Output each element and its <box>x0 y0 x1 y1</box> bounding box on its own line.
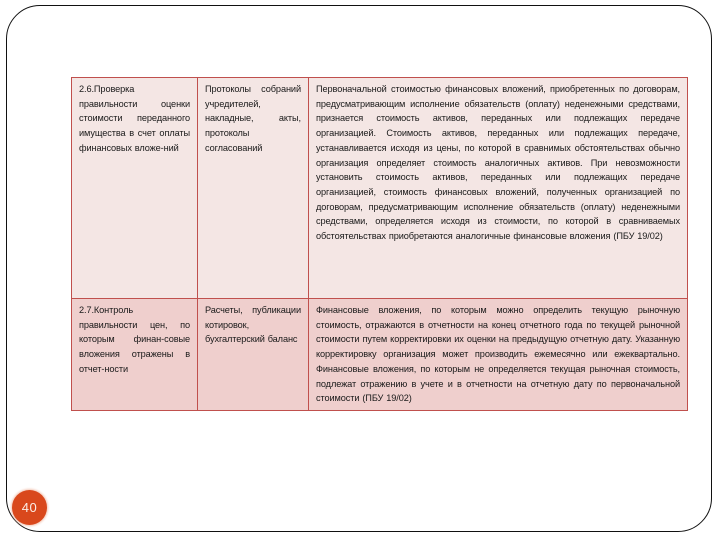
table-row <box>72 299 688 411</box>
procedure-cell: 2.6.Проверка правильности оценки стоимости переданного имущества в счет оплаты финансовых вложе-ний <box>72 78 198 299</box>
page-number: 40 <box>21 500 38 515</box>
page-number-badge <box>12 490 47 525</box>
audit-procedures-table <box>71 77 688 411</box>
description-cell: Первоначальной стоимостью финансовых вложений, приобретенных по договорам, предусматривающим исполнение обязательств (оплату) неденежными средствами, признается стоимость активов, переданных или подлежащих передаче организацией. Стоимость активов, переданных или подлежащих передаче, устанавливается исходя из цены, по которой в сравнимых обстоятельствах обычно организация определяет стоимость аналогичных активов. При невозможности установить стоимость активов, переданных или подлежащих передаче организацией, стоимость финансовых вложений, полученных организацией по договорам, предусматривающим исполнение обязательств (оплату) неденежными средствами, определяется исходя из стоимости, по которой в сравниваемых обстоятельствах приобретаются аналогичные финансовые вложения (ПБУ 19/02) <box>309 78 688 299</box>
sources-cell: Расчеты, публикации котировок, бухгалтерский баланс <box>198 299 309 411</box>
procedure-cell: 2.7.Контроль правильности цен, по которым финан-совые вложения отражены в отчет-ности <box>72 299 198 411</box>
table-row <box>72 78 688 299</box>
description-cell: Финансовые вложения, по которым можно определить текущую рыночную стоимость, отражаются в отчетности на конец отчетного года по текущей рыночной стоимости путем корректировки их оценки на предыдущую отчетную дату. Указанную корректировку организация может производить ежемесячно или ежеквартально. Финансовые вложения, по которым не определяется текущая рыночная стоимость, подлежат отражению в учете и в отчетности на отчетную дату по первоначальной стоимости (ПБУ 19/02) <box>309 299 688 411</box>
sources-cell: Протоколы собраний учредителей, накладные, акты, протоколы согласований <box>198 78 309 299</box>
